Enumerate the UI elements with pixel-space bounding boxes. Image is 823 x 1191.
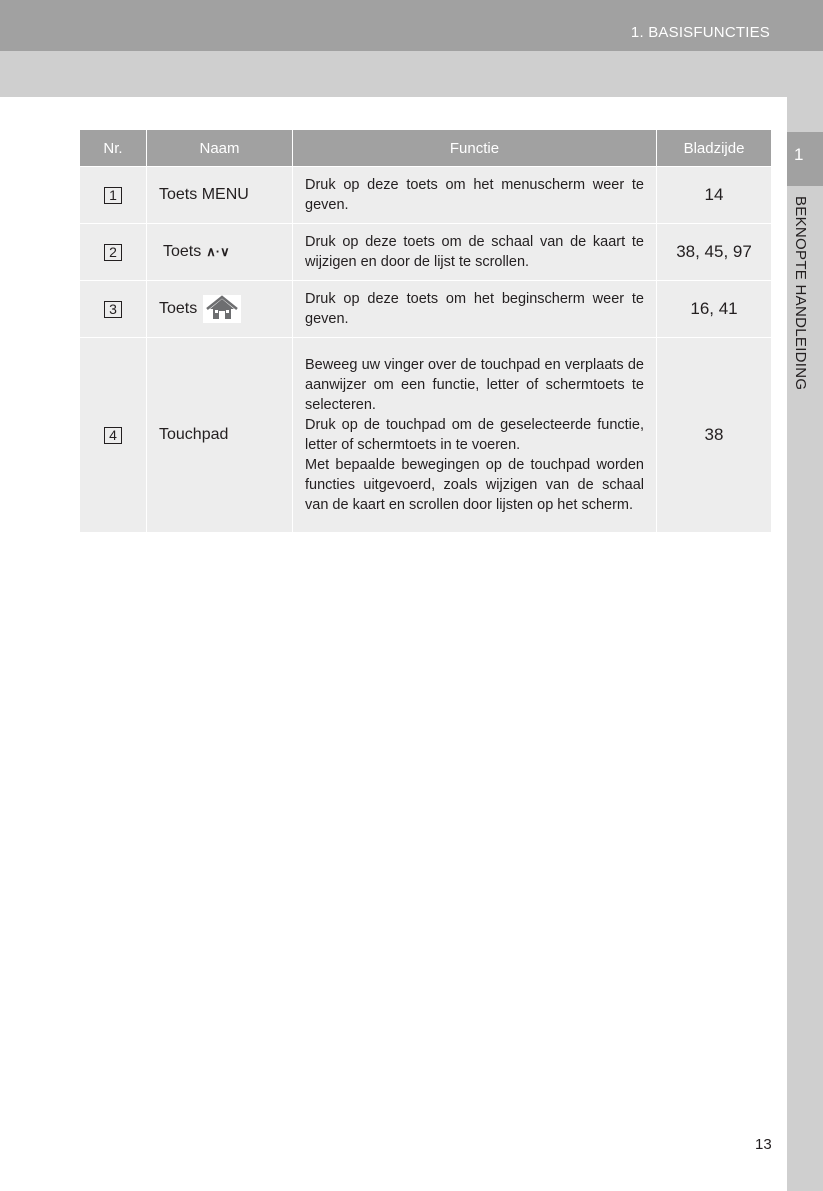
function-table <box>80 130 771 532</box>
item-function <box>305 355 644 515</box>
function-line: Beweeg uw vinger over de touchpad en verplaats de aanwijzer om een functie, letter of schermtoets te selecteren. <box>305 357 644 413</box>
item-page: 14 <box>704 185 724 204</box>
item-number: 1 <box>104 187 122 204</box>
column-header-bladzijde: Bladzijde <box>683 139 745 157</box>
function-line: Druk op de touchpad om de geselecteerde functie, letter of schermtoets in te voeren. <box>305 417 644 453</box>
function-line: Met bepaalde bewegingen op de touchpad worden functies uitgevoerd, zoals wijzigen van de schaal van de kaart en scrollen door lijsten op het scherm. <box>305 457 644 513</box>
item-name: Toets <box>163 243 202 260</box>
column-header-functie: Functie <box>293 130 657 166</box>
column-header-naam: Naam <box>147 130 293 166</box>
table-row <box>80 280 771 337</box>
item-page: 16, 41 <box>690 299 738 318</box>
home-icon <box>203 295 241 323</box>
table-row <box>80 223 771 280</box>
up-down-arrows-icon: ∧·∨ <box>206 244 230 259</box>
header-band <box>0 51 823 97</box>
table-row <box>80 166 771 223</box>
item-function: Druk op deze toets om het menuscherm weer te geven. <box>305 177 644 213</box>
item-function: Druk op deze toets om het beginscherm weer te geven. <box>305 291 644 327</box>
item-page: 38, 45, 97 <box>676 242 752 261</box>
item-name: Toets MENU <box>159 186 249 203</box>
item-number: 2 <box>104 244 122 261</box>
item-number: 3 <box>104 301 122 318</box>
item-page: 38 <box>704 425 724 444</box>
table-header <box>80 130 771 166</box>
item-number: 4 <box>104 427 122 444</box>
header-bar <box>0 0 823 51</box>
item-name: Toets <box>159 300 198 317</box>
chapter-tab <box>787 132 823 186</box>
column-header-nr: Nr. <box>80 130 147 166</box>
chapter-number: 1 <box>794 145 804 164</box>
section-title: 1. BASISFUNCTIES <box>630 24 770 41</box>
chapter-title: BEKNOPTE HANDLEIDING <box>792 196 809 391</box>
page-number: 13 <box>755 1136 772 1153</box>
table-row <box>80 337 771 532</box>
item-name: Touchpad <box>159 426 229 443</box>
item-function: Druk op deze toets om de schaal van de kaart te wijzigen en door de lijst te scrollen. <box>305 234 644 270</box>
